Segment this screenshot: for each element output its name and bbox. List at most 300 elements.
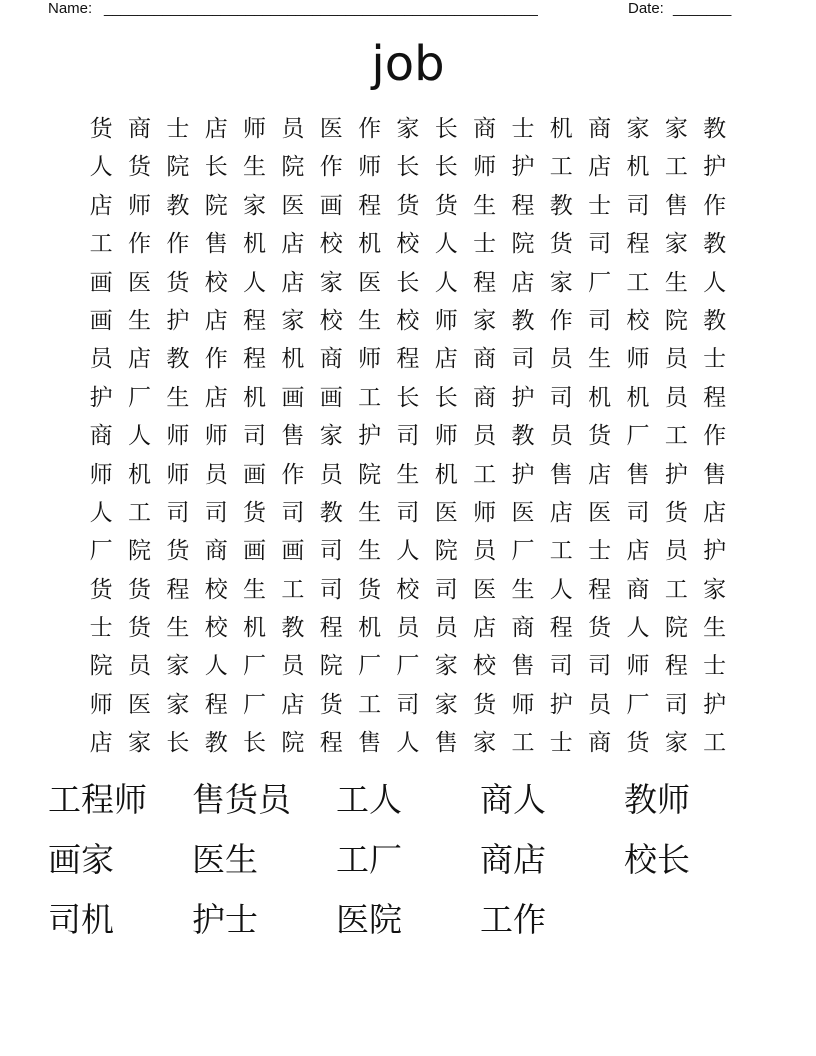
worksheet-header bbox=[48, 0, 748, 18]
grid-cell: 护 bbox=[511, 384, 535, 411]
grid-cell: 家 bbox=[396, 116, 420, 142]
grid-cell: 工 bbox=[281, 576, 305, 603]
grid-cell: 员 bbox=[89, 346, 113, 373]
grid-row bbox=[82, 340, 742, 378]
grid-row bbox=[82, 379, 742, 417]
grid-cell: 医 bbox=[511, 499, 535, 526]
grid-cell: 士 bbox=[703, 653, 727, 680]
grid-cell: 货 bbox=[396, 192, 420, 219]
grid-cell: 教 bbox=[166, 346, 190, 373]
word-bank-item: 工厂 bbox=[336, 840, 402, 879]
grid-cell: 店 bbox=[204, 307, 228, 334]
grid-cell: 院 bbox=[281, 730, 305, 757]
grid-cell: 家 bbox=[281, 307, 305, 334]
grid-cell: 长 bbox=[166, 730, 190, 757]
grid-cell: 画 bbox=[281, 538, 305, 565]
grid-cell: 校 bbox=[319, 231, 343, 258]
grid-cell: 校 bbox=[204, 576, 228, 603]
grid-cell: 司 bbox=[396, 423, 420, 450]
grid-cell: 工 bbox=[128, 499, 152, 526]
grid-cell: 画 bbox=[243, 461, 267, 488]
grid-cell: 店 bbox=[511, 269, 535, 296]
grid-cell: 院 bbox=[166, 154, 190, 181]
name-blank-line: ____________________________________________________ bbox=[104, 0, 538, 17]
grid-cell: 画 bbox=[319, 384, 343, 411]
grid-cell: 程 bbox=[166, 576, 190, 603]
grid-cell: 商 bbox=[128, 116, 152, 142]
grid-cell: 护 bbox=[511, 461, 535, 488]
word-bank-item: 医院 bbox=[336, 900, 402, 939]
grid-cell: 员 bbox=[128, 653, 152, 680]
grid-cell: 教 bbox=[511, 307, 535, 334]
grid-cell: 长 bbox=[396, 384, 420, 411]
grid-cell: 生 bbox=[511, 576, 535, 603]
grid-cell: 工 bbox=[664, 423, 688, 450]
grid-cell: 司 bbox=[434, 576, 458, 603]
grid-cell: 机 bbox=[626, 154, 650, 181]
grid-cell: 家 bbox=[473, 307, 497, 334]
grid-cell: 院 bbox=[89, 653, 113, 680]
grid-row bbox=[82, 456, 742, 494]
grid-row bbox=[82, 724, 742, 762]
grid-cell: 工 bbox=[473, 461, 497, 488]
grid-cell: 长 bbox=[243, 730, 267, 757]
grid-cell: 院 bbox=[281, 154, 305, 181]
grid-cell: 长 bbox=[434, 384, 458, 411]
grid-cell: 员 bbox=[204, 461, 228, 488]
grid-cell: 师 bbox=[434, 307, 458, 334]
grid-cell: 人 bbox=[549, 576, 573, 603]
grid-row bbox=[82, 571, 742, 609]
word-bank-item: 商人 bbox=[480, 780, 546, 819]
grid-cell: 师 bbox=[626, 346, 650, 373]
grid-cell: 司 bbox=[588, 307, 612, 334]
grid-cell: 程 bbox=[664, 653, 688, 680]
grid-cell: 校 bbox=[396, 576, 420, 603]
grid-cell: 商 bbox=[319, 346, 343, 373]
grid-row bbox=[82, 264, 742, 302]
grid-cell: 机 bbox=[128, 461, 152, 488]
grid-cell: 司 bbox=[243, 423, 267, 450]
grid-cell: 作 bbox=[204, 346, 228, 373]
grid-cell: 师 bbox=[511, 691, 535, 718]
grid-cell: 工 bbox=[549, 154, 573, 181]
grid-cell: 厂 bbox=[626, 691, 650, 718]
grid-cell: 师 bbox=[204, 423, 228, 450]
grid-row bbox=[82, 225, 742, 263]
grid-cell: 机 bbox=[243, 384, 267, 411]
grid-cell: 护 bbox=[511, 154, 535, 181]
grid-cell: 作 bbox=[281, 461, 305, 488]
grid-cell: 货 bbox=[319, 691, 343, 718]
grid-cell: 厂 bbox=[128, 384, 152, 411]
name-label: Name: bbox=[48, 0, 93, 17]
grid-cell: 生 bbox=[358, 538, 382, 565]
grid-cell: 货 bbox=[358, 576, 382, 603]
word-bank-item: 工程师 bbox=[48, 780, 147, 819]
grid-cell: 售 bbox=[358, 730, 382, 757]
grid-cell: 校 bbox=[204, 269, 228, 296]
grid-cell: 作 bbox=[703, 192, 727, 219]
grid-cell: 作 bbox=[166, 231, 190, 258]
grid-cell: 作 bbox=[128, 231, 152, 258]
grid-cell: 家 bbox=[166, 653, 190, 680]
grid-cell: 员 bbox=[281, 653, 305, 680]
grid-cell: 师 bbox=[166, 461, 190, 488]
word-bank-item: 司机 bbox=[48, 900, 114, 939]
grid-cell: 店 bbox=[626, 538, 650, 565]
grid-cell: 作 bbox=[358, 116, 382, 142]
grid-cell: 师 bbox=[166, 423, 190, 450]
grid-cell: 员 bbox=[396, 615, 420, 642]
grid-cell: 厂 bbox=[358, 653, 382, 680]
grid-row bbox=[82, 417, 742, 455]
grid-cell: 师 bbox=[626, 653, 650, 680]
grid-cell: 医 bbox=[319, 116, 343, 142]
grid-cell: 家 bbox=[243, 192, 267, 219]
word-bank-item: 医生 bbox=[192, 840, 258, 879]
grid-cell: 士 bbox=[703, 346, 727, 373]
grid-cell: 护 bbox=[703, 538, 727, 565]
grid-cell: 程 bbox=[396, 346, 420, 373]
puzzle-title: job bbox=[371, 36, 445, 92]
grid-cell: 人 bbox=[396, 730, 420, 757]
grid-cell: 生 bbox=[243, 154, 267, 181]
grid-cell: 人 bbox=[89, 499, 113, 526]
grid-cell: 护 bbox=[89, 384, 113, 411]
grid-row bbox=[82, 647, 742, 685]
grid-cell: 医 bbox=[128, 691, 152, 718]
grid-cell: 院 bbox=[319, 653, 343, 680]
grid-cell: 司 bbox=[396, 691, 420, 718]
grid-cell: 机 bbox=[626, 384, 650, 411]
grid-cell: 士 bbox=[549, 730, 573, 757]
word-bank-item: 工人 bbox=[336, 780, 402, 819]
grid-cell: 售 bbox=[549, 461, 573, 488]
word-bank-item: 教师 bbox=[624, 780, 690, 819]
grid-cell: 生 bbox=[166, 615, 190, 642]
grid-cell: 生 bbox=[588, 346, 612, 373]
grid-cell: 院 bbox=[664, 615, 688, 642]
grid-cell: 厂 bbox=[243, 653, 267, 680]
date-blank-line: _______ bbox=[673, 0, 732, 17]
grid-cell: 生 bbox=[473, 192, 497, 219]
grid-cell: 司 bbox=[549, 653, 573, 680]
grid-cell: 家 bbox=[703, 576, 727, 603]
grid-cell: 人 bbox=[204, 653, 228, 680]
grid-cell: 护 bbox=[664, 461, 688, 488]
grid-row bbox=[82, 148, 742, 186]
grid-cell: 画 bbox=[281, 384, 305, 411]
grid-cell: 货 bbox=[128, 576, 152, 603]
grid-cell: 司 bbox=[319, 576, 343, 603]
grid-cell: 司 bbox=[588, 231, 612, 258]
grid-cell: 师 bbox=[128, 192, 152, 219]
grid-cell: 员 bbox=[549, 346, 573, 373]
grid-cell: 师 bbox=[358, 346, 382, 373]
grid-cell: 作 bbox=[703, 423, 727, 450]
grid-cell: 程 bbox=[204, 691, 228, 718]
grid-cell: 人 bbox=[703, 269, 727, 296]
grid-cell: 员 bbox=[434, 615, 458, 642]
grid-cell: 货 bbox=[473, 691, 497, 718]
grid-cell: 员 bbox=[664, 538, 688, 565]
grid-cell: 机 bbox=[243, 615, 267, 642]
grid-cell: 工 bbox=[626, 269, 650, 296]
grid-cell: 校 bbox=[473, 653, 497, 680]
grid-cell: 人 bbox=[243, 269, 267, 296]
grid-row bbox=[82, 302, 742, 340]
grid-cell: 司 bbox=[511, 346, 535, 373]
grid-cell: 医 bbox=[434, 499, 458, 526]
grid-cell: 程 bbox=[473, 269, 497, 296]
grid-cell: 货 bbox=[89, 116, 113, 142]
grid-cell: 画 bbox=[319, 192, 343, 219]
grid-cell: 长 bbox=[396, 154, 420, 181]
grid-cell: 院 bbox=[358, 461, 382, 488]
grid-cell: 院 bbox=[128, 538, 152, 565]
grid-cell: 工 bbox=[358, 691, 382, 718]
grid-cell: 画 bbox=[89, 269, 113, 296]
grid-cell: 售 bbox=[664, 192, 688, 219]
grid-cell: 医 bbox=[588, 499, 612, 526]
grid-cell: 人 bbox=[434, 231, 458, 258]
grid-cell: 教 bbox=[703, 231, 727, 258]
grid-cell: 厂 bbox=[511, 538, 535, 565]
grid-cell: 货 bbox=[664, 499, 688, 526]
grid-cell: 教 bbox=[166, 192, 190, 219]
grid-cell: 校 bbox=[204, 615, 228, 642]
grid-cell: 人 bbox=[396, 538, 420, 565]
grid-cell: 店 bbox=[89, 192, 113, 219]
grid-cell: 工 bbox=[664, 154, 688, 181]
word-bank-row bbox=[48, 890, 768, 950]
grid-cell: 店 bbox=[89, 730, 113, 757]
grid-cell: 程 bbox=[549, 615, 573, 642]
grid-cell: 院 bbox=[664, 307, 688, 334]
grid-cell: 作 bbox=[549, 307, 573, 334]
grid-cell: 员 bbox=[664, 384, 688, 411]
grid-cell: 家 bbox=[549, 269, 573, 296]
grid-cell: 店 bbox=[473, 615, 497, 642]
grid-cell: 店 bbox=[588, 154, 612, 181]
grid-cell: 教 bbox=[281, 615, 305, 642]
grid-cell: 生 bbox=[703, 615, 727, 642]
grid-cell: 士 bbox=[473, 231, 497, 258]
grid-cell: 厂 bbox=[588, 269, 612, 296]
grid-cell: 商 bbox=[588, 116, 612, 142]
grid-cell: 员 bbox=[473, 538, 497, 565]
grid-cell: 程 bbox=[588, 576, 612, 603]
grid-cell: 护 bbox=[549, 691, 573, 718]
grid-cell: 家 bbox=[434, 691, 458, 718]
grid-cell: 程 bbox=[243, 307, 267, 334]
grid-cell: 店 bbox=[204, 116, 228, 142]
grid-cell: 护 bbox=[358, 423, 382, 450]
grid-cell: 画 bbox=[89, 307, 113, 334]
grid-cell: 护 bbox=[166, 307, 190, 334]
grid-cell: 货 bbox=[89, 576, 113, 603]
grid-cell: 售 bbox=[434, 730, 458, 757]
grid-cell: 校 bbox=[396, 307, 420, 334]
grid-cell: 长 bbox=[204, 154, 228, 181]
grid-cell: 作 bbox=[319, 154, 343, 181]
grid-cell: 家 bbox=[664, 116, 688, 142]
grid-cell: 店 bbox=[128, 346, 152, 373]
grid-cell: 家 bbox=[319, 269, 343, 296]
grid-cell: 校 bbox=[319, 307, 343, 334]
grid-cell: 教 bbox=[703, 116, 727, 142]
grid-cell: 家 bbox=[664, 231, 688, 258]
grid-cell: 校 bbox=[626, 307, 650, 334]
grid-cell: 厂 bbox=[626, 423, 650, 450]
word-bank-item: 商店 bbox=[480, 840, 546, 879]
grid-cell: 士 bbox=[588, 538, 612, 565]
grid-cell: 工 bbox=[703, 730, 727, 757]
grid-cell: 人 bbox=[89, 154, 113, 181]
grid-cell: 店 bbox=[281, 231, 305, 258]
grid-cell: 商 bbox=[473, 384, 497, 411]
grid-cell: 机 bbox=[434, 461, 458, 488]
grid-cell: 士 bbox=[166, 116, 190, 142]
grid-cell: 商 bbox=[204, 538, 228, 565]
grid-row bbox=[82, 187, 742, 225]
grid-cell: 画 bbox=[243, 538, 267, 565]
grid-cell: 商 bbox=[473, 346, 497, 373]
grid-cell: 程 bbox=[626, 231, 650, 258]
grid-cell: 司 bbox=[204, 499, 228, 526]
grid-cell: 士 bbox=[588, 192, 612, 219]
grid-cell: 程 bbox=[319, 615, 343, 642]
grid-cell: 师 bbox=[243, 116, 267, 142]
grid-cell: 机 bbox=[243, 231, 267, 258]
grid-cell: 医 bbox=[473, 576, 497, 603]
grid-cell: 员 bbox=[473, 423, 497, 450]
grid-cell: 店 bbox=[703, 499, 727, 526]
grid-cell: 货 bbox=[434, 192, 458, 219]
grid-cell: 生 bbox=[166, 384, 190, 411]
grid-cell: 司 bbox=[664, 691, 688, 718]
grid-cell: 货 bbox=[549, 231, 573, 258]
grid-cell: 士 bbox=[511, 116, 535, 142]
grid-cell: 厂 bbox=[89, 538, 113, 565]
grid-cell: 教 bbox=[319, 499, 343, 526]
grid-cell: 售 bbox=[626, 461, 650, 488]
grid-cell: 家 bbox=[626, 116, 650, 142]
grid-cell: 师 bbox=[358, 154, 382, 181]
grid-cell: 司 bbox=[626, 499, 650, 526]
grid-cell: 司 bbox=[626, 192, 650, 219]
grid-cell: 教 bbox=[549, 192, 573, 219]
grid-cell: 教 bbox=[511, 423, 535, 450]
word-bank-item: 护士 bbox=[192, 900, 258, 939]
grid-cell: 生 bbox=[358, 499, 382, 526]
grid-row bbox=[82, 686, 742, 724]
grid-cell: 医 bbox=[281, 192, 305, 219]
word-bank-row bbox=[48, 770, 768, 830]
grid-cell: 店 bbox=[204, 384, 228, 411]
grid-cell: 院 bbox=[434, 538, 458, 565]
grid-cell: 工 bbox=[358, 384, 382, 411]
grid-cell: 程 bbox=[511, 192, 535, 219]
grid-cell: 程 bbox=[703, 384, 727, 411]
grid-cell: 机 bbox=[358, 615, 382, 642]
grid-cell: 员 bbox=[549, 423, 573, 450]
grid-cell: 货 bbox=[588, 423, 612, 450]
grid-cell: 商 bbox=[626, 576, 650, 603]
grid-cell: 商 bbox=[511, 615, 535, 642]
grid-cell: 教 bbox=[703, 307, 727, 334]
grid-cell: 司 bbox=[396, 499, 420, 526]
grid-cell: 货 bbox=[166, 269, 190, 296]
grid-cell: 程 bbox=[243, 346, 267, 373]
grid-cell: 生 bbox=[128, 307, 152, 334]
grid-cell: 家 bbox=[166, 691, 190, 718]
grid-cell: 家 bbox=[473, 730, 497, 757]
grid-cell: 售 bbox=[511, 653, 535, 680]
date-label: Date: bbox=[628, 0, 664, 17]
grid-cell: 长 bbox=[396, 269, 420, 296]
grid-cell: 员 bbox=[664, 346, 688, 373]
grid-cell: 货 bbox=[588, 615, 612, 642]
grid-cell: 院 bbox=[511, 231, 535, 258]
grid-cell: 货 bbox=[626, 730, 650, 757]
word-bank-item: 校长 bbox=[624, 840, 690, 879]
grid-cell: 店 bbox=[281, 269, 305, 296]
grid-row bbox=[82, 110, 742, 148]
letter-grid bbox=[82, 110, 742, 763]
word-bank-row bbox=[48, 830, 768, 890]
word-bank-item: 工作 bbox=[480, 900, 546, 939]
grid-cell: 生 bbox=[664, 269, 688, 296]
grid-cell: 人 bbox=[128, 423, 152, 450]
grid-cell: 司 bbox=[319, 538, 343, 565]
grid-cell: 司 bbox=[166, 499, 190, 526]
grid-cell: 商 bbox=[89, 423, 113, 450]
grid-cell: 工 bbox=[511, 730, 535, 757]
grid-cell: 程 bbox=[319, 730, 343, 757]
grid-cell: 师 bbox=[89, 461, 113, 488]
grid-cell: 司 bbox=[549, 384, 573, 411]
grid-cell: 护 bbox=[703, 691, 727, 718]
grid-cell: 护 bbox=[703, 154, 727, 181]
grid-cell: 售 bbox=[204, 231, 228, 258]
grid-cell: 院 bbox=[204, 192, 228, 219]
grid-cell: 厂 bbox=[243, 691, 267, 718]
grid-cell: 教 bbox=[204, 730, 228, 757]
grid-cell: 商 bbox=[473, 116, 497, 142]
grid-row bbox=[82, 494, 742, 532]
grid-cell: 司 bbox=[588, 653, 612, 680]
grid-cell: 师 bbox=[473, 154, 497, 181]
grid-cell: 工 bbox=[89, 231, 113, 258]
grid-cell: 货 bbox=[128, 615, 152, 642]
grid-cell: 生 bbox=[358, 307, 382, 334]
grid-cell: 司 bbox=[281, 499, 305, 526]
grid-cell: 生 bbox=[396, 461, 420, 488]
grid-cell: 生 bbox=[243, 576, 267, 603]
grid-cell: 家 bbox=[434, 653, 458, 680]
grid-cell: 校 bbox=[396, 231, 420, 258]
grid-cell: 售 bbox=[281, 423, 305, 450]
grid-cell: 商 bbox=[588, 730, 612, 757]
grid-cell: 师 bbox=[89, 691, 113, 718]
grid-cell: 长 bbox=[434, 116, 458, 142]
grid-cell: 家 bbox=[319, 423, 343, 450]
grid-cell: 机 bbox=[549, 116, 573, 142]
grid-cell: 店 bbox=[434, 346, 458, 373]
grid-cell: 货 bbox=[166, 538, 190, 565]
